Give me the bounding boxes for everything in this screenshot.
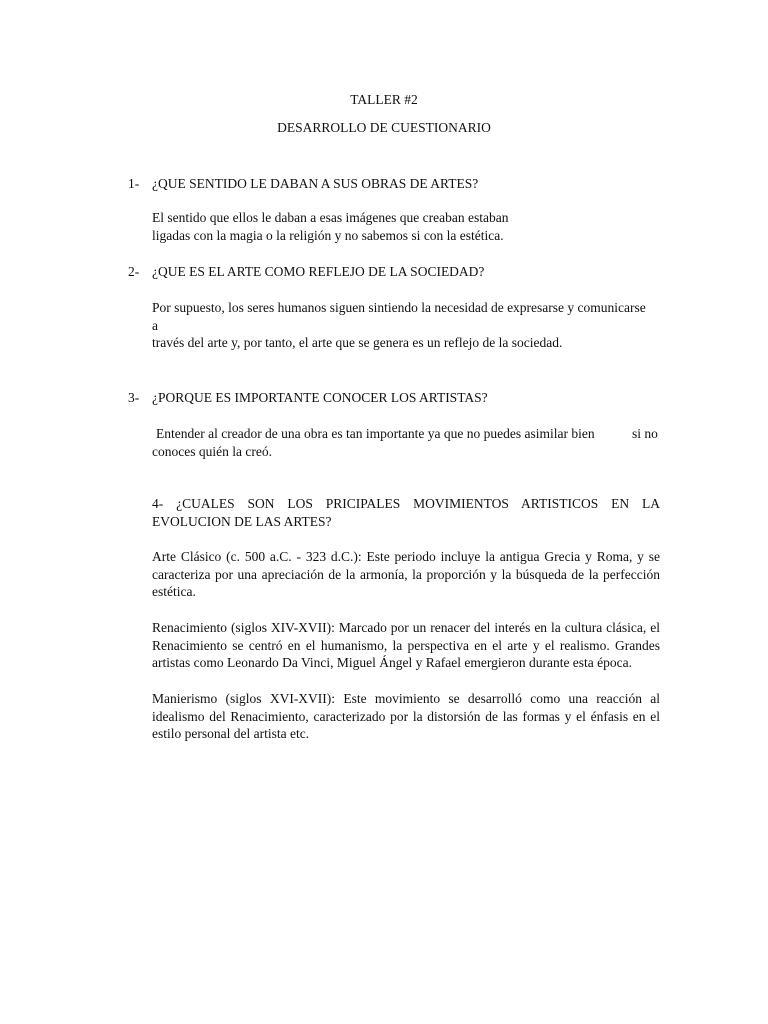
answer-1-line-2: ligadas con la magia o la religión y no sabemos si con la estética.: [152, 228, 504, 243]
answer-3-line-2: conoces quién la creó.: [152, 444, 272, 459]
question-2-number: 2-: [128, 264, 140, 279]
question-4-line-1: 4- ¿CUALES SON LOS PRICIPALES MOVIMIENTOS ARTISTICOS EN LA: [152, 496, 660, 511]
question-4-line-2: EVOLUCION DE LAS ARTES?: [152, 514, 332, 529]
question-1-number: 1-: [128, 176, 140, 191]
document-title: TALLER #2: [350, 92, 418, 107]
paragraph-renacimiento: Renacimiento (siglos XIV-XVII): Marcado por un renacer del interés en la cultura clásica, el Renacimiento se centró en el humanismo, la perspectiva en el arte y el realismo. Grandes artistas como Leonardo Da Vinci, Miguel Ángel y Rafael emergieron durante esta época.: [152, 620, 660, 671]
question-2-text: ¿QUE ES EL ARTE COMO REFLEJO DE LA SOCIEDAD?: [152, 264, 485, 279]
answer-1-line-1: El sentido que ellos le daban a esas imágenes que creaban estaban: [152, 210, 509, 225]
answer-3-line-1: Entender al creador de una obra es tan importante ya que no puedes asimilar bien: [156, 426, 595, 441]
paragraph-arte-clasico: Arte Clásico (c. 500 a.C. - 323 d.C.): Este periodo incluye la antigua Grecia y Roma, y se caracteriza por una apreciación de la armonía, la proporción y la búsqueda de la perfección estética.: [152, 549, 660, 600]
question-3-text: ¿PORQUE ES IMPORTANTE CONOCER LOS ARTISTAS?: [152, 390, 488, 405]
answer-2-line-2: a: [152, 318, 158, 333]
answer-3-line-1-end: si no: [632, 426, 658, 441]
paragraph-manierismo: Manierismo (siglos XVI-XVII): Este movimiento se desarrolló como una reacción al idealismo del Renacimiento, caracterizado por la distorsión de las formas y el énfasis en el estilo personal del artista etc.: [152, 691, 660, 742]
answer-2-line-3: través del arte y, por tanto, el arte que se genera es un reflejo de la sociedad.: [152, 335, 563, 350]
answer-2-line-1: Por supuesto, los seres humanos siguen sintiendo la necesidad de expresarse y comunicarse: [152, 300, 646, 315]
document-subtitle: DESARROLLO DE CUESTIONARIO: [277, 120, 491, 135]
question-3-number: 3-: [128, 390, 140, 405]
question-1-text: ¿QUE SENTIDO LE DABAN A SUS OBRAS DE ARTES?: [152, 176, 479, 191]
